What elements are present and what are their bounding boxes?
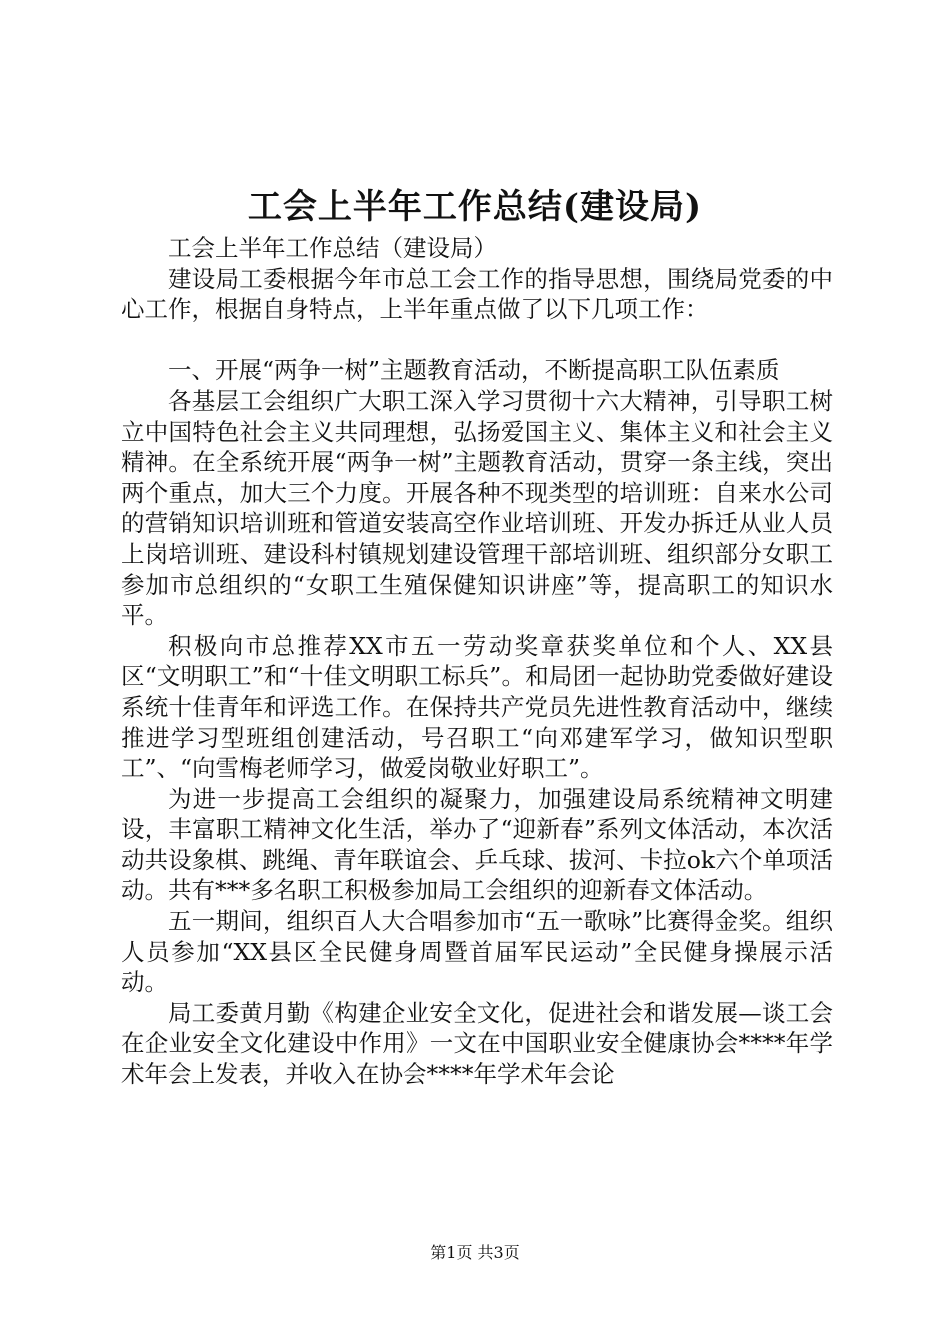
page-footer: 第1页 共3页 — [430, 1243, 520, 1262]
document-title: 工会上半年工作总结(建设局) — [247, 187, 703, 227]
document-body — [121, 233, 833, 1090]
body-paragraph: 局工委黄月勤《构建企业安全文化，促进社会和谐发展—谈工会在企业安全文化建设中作用》一文在中国职业安全健康协会****年学术年会上发表，并收入在协会****年学术年会论 — [121, 998, 833, 1089]
body-paragraph: 为进一步提高工会组织的凝聚力，加强建设局系统精神文明建设，丰富职工精神文化生活，举办了“迎新春”系列文体活动，本次活动共设象棋、跳绳、青年联谊会、乒乓球、拔河、卡拉ok六个单项活动。共有***多名职工积极参加局工会组织的迎新春文体活动。 — [121, 784, 833, 905]
intro-paragraph: 建设局工委根据今年市总工会工作的指导思想，围绕局党委的中心工作，根据自身特点，上半年重点做了以下几项工作： — [121, 264, 833, 324]
body-paragraph: 五一期间，组织百人大合唱参加市“五一歌咏”比赛得金奖。组织人员参加“XX县区全民健身周暨首届军民运动”全民健身操展示活动。 — [121, 907, 833, 997]
body-paragraph: 积极向市总推荐XX市五一劳动奖章获奖单位和个人、XX县区“文明职工”和“十佳文明职工标兵”。和局团一起协助党委做好建设系统十佳青年和评选工作。在保持共产党员先进性教育活动中，继续推进学习型班组创建活动，号召职工“向邓建军学习，做知识型职工”、“向雪梅老师学习，做爱岗敬业好职工”。 — [121, 631, 833, 783]
section-heading: 一、开展“两争一树”主题教育活动，不断提高职工队伍素质 — [168, 356, 780, 385]
subtitle-paragraph: 工会上半年工作总结（建设局） — [168, 234, 497, 262]
body-paragraph: 各基层工会组织广大职工深入学习贯彻十六大精神，引导职工树立中国特色社会主义共同理想，弘扬爱国主义、集体主义和社会主义精神。在全系统开展“两争一树”主题教育活动，贯穿一条主线，突出两个重点，加大三个力度。开展各种不现类型的培训班：自来水公司的营销知识培训班和管道安装高空作业培训班、开发办拆迁从业人员上岗培训班、建设科村镇规划建设管理干部培训班、组织部分女职工参加市总组织的“女职工生殖保健知识讲座”等，提高职工的知识水平。 — [121, 386, 833, 630]
